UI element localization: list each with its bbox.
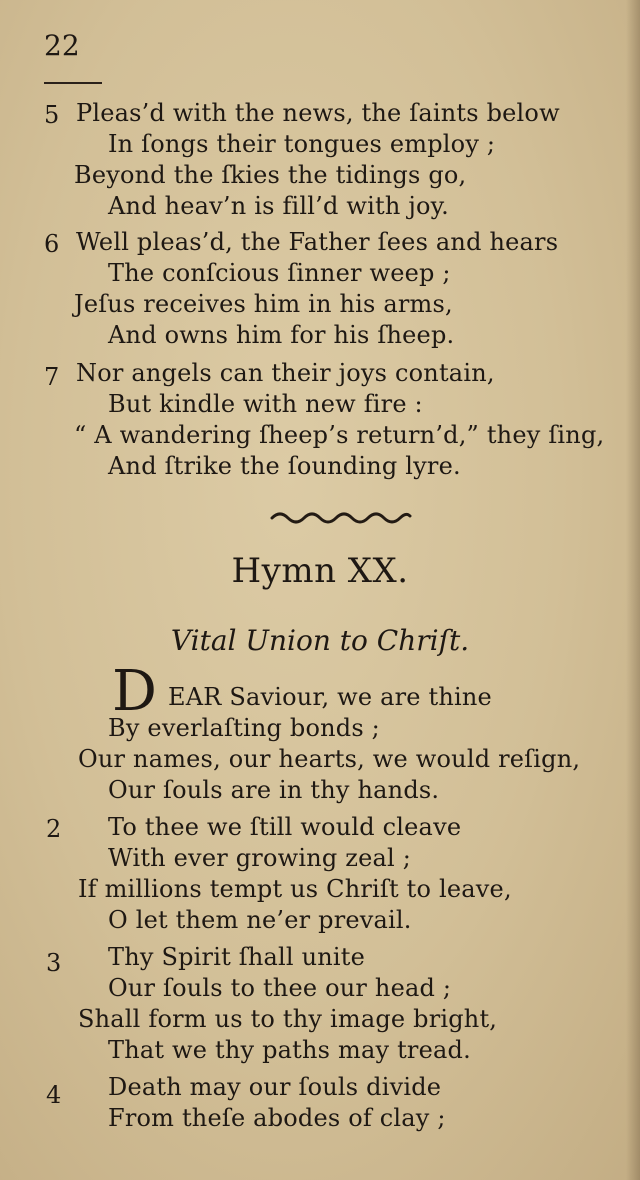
verse-line: Our ſouls to thee our head ; (108, 974, 452, 1002)
verse-line: Beyond the ſkies the tidings go, (74, 161, 467, 189)
verse-line: O let them ne’er prevail. (108, 906, 412, 934)
verse-line: Nor angels can their joys contain, (76, 359, 495, 387)
stanza-number: 6 (44, 230, 60, 258)
stanza-number: 3 (46, 949, 62, 977)
verse-line: Our names, our hearts, we would reſign, (78, 745, 581, 773)
verse-line: By everlaſting bonds ; (108, 714, 380, 742)
stanza-number: 4 (46, 1081, 62, 1109)
stanza-number: 5 (44, 101, 60, 129)
verse-line: That we thy paths may tread. (108, 1036, 471, 1064)
verse-line: “ A wandering ſheep’s return’d,” they ſing, (74, 421, 605, 449)
hymn-subtitle: Vital Union to Chriſt. (170, 624, 470, 657)
verse-line: The conſcious ſinner weep ; (108, 259, 451, 287)
verse-line: In ſongs their tongues employ ; (108, 130, 496, 158)
verse-line: To thee we ſtill would cleave (108, 813, 462, 841)
verse-line: Pleas’d with the news, the ſaints below (76, 99, 560, 127)
verse-line: Shall form us to thy image bright, (78, 1005, 498, 1033)
verse-line: And owns him for his ſheep. (108, 321, 455, 349)
verse-line: With ever growing zeal ; (108, 844, 412, 872)
hymn-title: Hymn XX. (231, 551, 409, 591)
verse-line: Death may our ſouls divide (108, 1073, 442, 1101)
verse-line: Our ſouls are in thy hands. (108, 776, 440, 804)
stanza-number: 2 (46, 815, 62, 843)
verse-line: From theſe abodes of clay ; (108, 1104, 446, 1132)
page-number: 22 (44, 29, 80, 62)
verse-line: EAR Saviour, we are thine (168, 683, 492, 711)
verse-line: Jeſus receives him in his arms, (74, 290, 453, 318)
stanza-number: 7 (44, 363, 60, 391)
verse-line: And ſtrike the ſounding lyre. (108, 452, 461, 480)
ornament-divider (270, 508, 412, 526)
verse-line: But kindle with new fire : (108, 390, 423, 418)
verse-line: Well pleas’d, the Father ſees and hears (76, 228, 559, 256)
verse-line: If millions tempt us Chriſt to leave, (78, 875, 512, 903)
verse-line: Thy Spirit ſhall unite (108, 943, 366, 971)
header-rule (44, 82, 102, 84)
verse-line: And heav’n is fill’d with joy. (108, 192, 450, 220)
drop-cap: D (112, 659, 157, 724)
